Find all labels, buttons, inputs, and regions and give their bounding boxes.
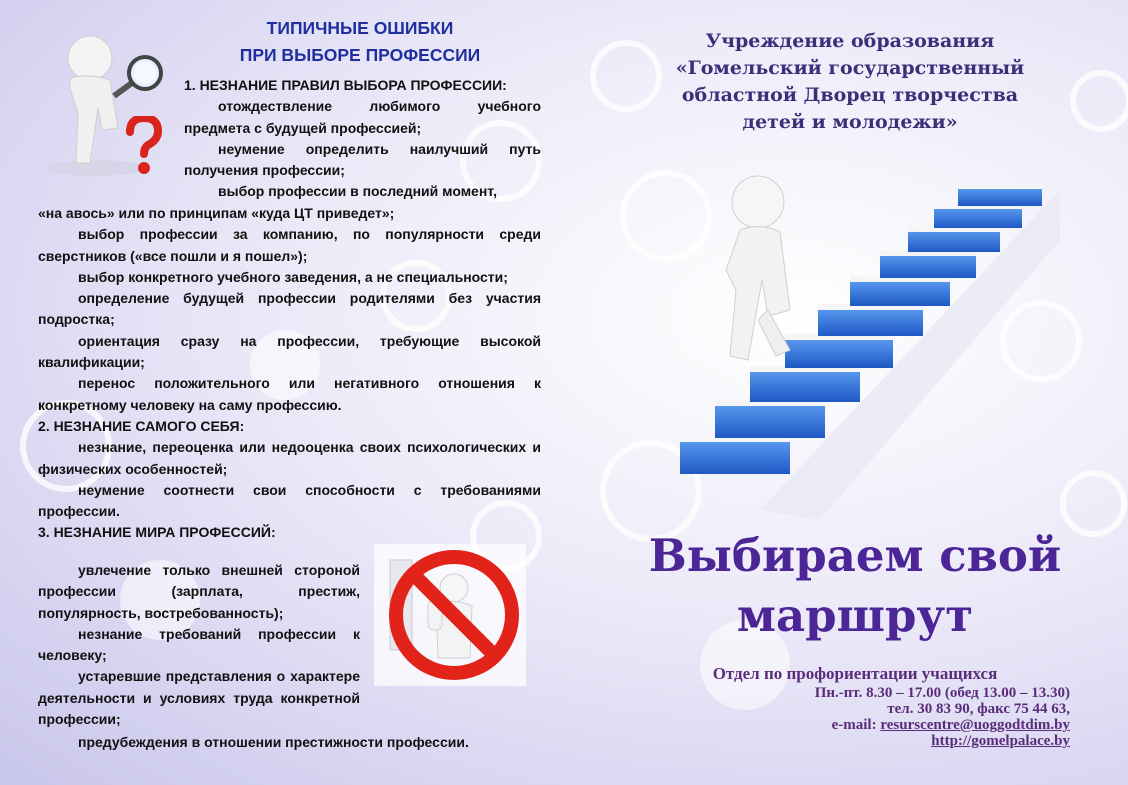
phone-fax: тел. 30 83 90, факс 75 44 63,	[887, 701, 1070, 717]
s1-item-4: выбор профессии за компанию, по популярности среди сверстников («все пошли и я пошел»);	[38, 226, 541, 264]
main-title-line2: маршрут	[736, 589, 974, 642]
department-name: Отдел по профориентации учащихся	[712, 664, 998, 683]
institution-line3: областной Дворец творчества	[681, 84, 1019, 106]
section1-top	[184, 75, 541, 203]
s3-item-1: увлечение только внешней стороной профессии (зарплата, престиж, популярность, востребованность);	[38, 562, 360, 621]
left-panel	[0, 0, 560, 785]
section3-last	[38, 732, 541, 753]
page-title-line2: ПРИ ВЫБОРЕ ПРОФЕССИИ	[239, 45, 481, 65]
s1-item-8: перенос положительного или негативного отношения к конкретному человеку на саму профессию.	[38, 375, 541, 413]
s3-item-2: незнание требований профессии к человеку;	[38, 625, 360, 664]
institution-name	[660, 28, 1040, 136]
email-label: e-mail:	[831, 717, 881, 733]
s3-item-3: устаревшие представления о характере деятельности и условиях труда конкретной профессии;	[38, 668, 360, 728]
question-mark-icon	[124, 116, 164, 176]
section3-block	[38, 560, 360, 730]
s1-item-5: выбор конкретного учебного заведения, а не специальности;	[78, 268, 508, 285]
page-title-line1: ТИПИЧНЫЕ ОШИБКИ	[266, 18, 454, 38]
website-link[interactable]: http://gomelpalace.by	[931, 733, 1070, 749]
brochure-main-title	[600, 526, 1110, 646]
main-title-line1: Выбираем свой	[648, 529, 1062, 582]
institution-line2: «Гомельский государственный	[675, 57, 1025, 79]
institution-line1: Учреждение образования	[705, 30, 995, 52]
s2-item-1: незнание, переоценка или недооценка своих психологических и физических особенностей;	[38, 439, 541, 477]
work-hours: Пн.-пт. 8.30 – 17.00 (обед 13.00 – 13.30)	[814, 685, 1070, 701]
s1-item-3b: «на авось» или по принципам «куда ЦТ приведет»;	[38, 205, 395, 221]
contact-block	[640, 666, 1070, 749]
book-staircase-icon	[640, 160, 1060, 530]
section1-heading: 1. НЕЗНАНИЕ ПРАВИЛ ВЫБОРА ПРОФЕССИИ:	[184, 77, 507, 93]
section2-heading: 2. НЕЗНАНИЕ САМОГО СЕБЯ:	[38, 417, 245, 434]
email-link[interactable]: resurscentre@uoggodtdim.by	[880, 717, 1070, 733]
email-line	[640, 717, 1070, 733]
s3-item-4: предубеждения в отношении престижности профессии.	[78, 734, 469, 750]
s1-item-6: определение будущей профессии родителями без участия подростка;	[38, 290, 541, 328]
right-panel	[580, 0, 1128, 785]
s1-item-3a: выбор профессии в последний момент,	[218, 183, 497, 200]
s2-item-2: неумение соотнести свои способности с требованиями профессии.	[38, 481, 541, 520]
s1-item-2: неумение определить наилучший путь получения профессии;	[184, 140, 541, 179]
s1-item-1: отождествление любимого учебного предмета с будущей профессией;	[184, 98, 541, 136]
s1-item-7: ориентация сразу на профессии, требующие высокой квалификации;	[38, 332, 541, 371]
section1-bottom	[38, 203, 541, 544]
institution-line4: детей и молодежи»	[742, 111, 958, 133]
section3-heading: 3. НЕЗНАНИЕ МИРА ПРОФЕССИЙ:	[38, 524, 276, 541]
prohibition-sign-icon	[370, 540, 530, 690]
